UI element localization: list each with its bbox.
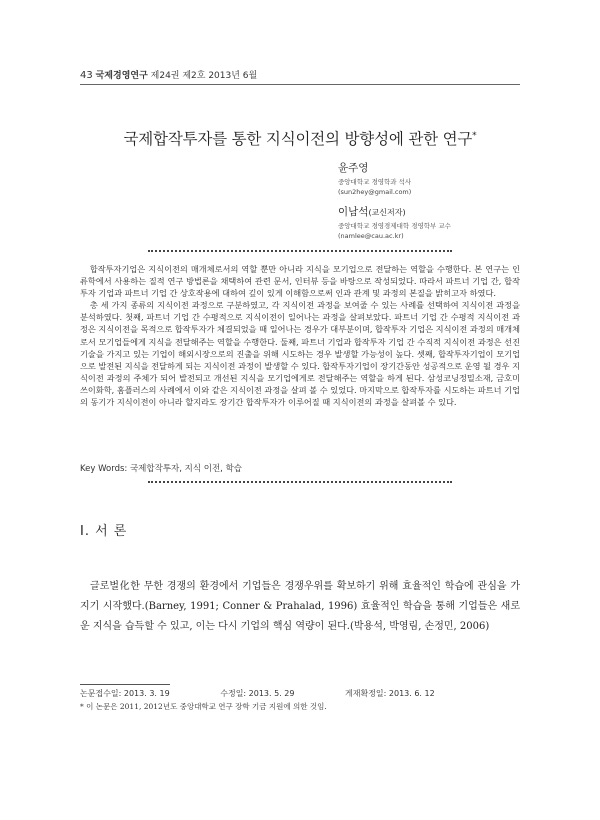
section-number: Ⅰ. bbox=[80, 524, 90, 539]
abstract-paragraph-1: 합작투자기업은 지식이전의 매개체로서의 역할 뿐만 아니라 지식을 모기업으로 전달하는 역할을 수행한다. 본 연구는 인류학에서 사용하는 질적 연구 방법론을 채택하여 관련 문서, 인터뷰 등을 바탕으로 작성되었다. 따라서 파트너 기업 간, 합작투자 기업과 파트너 기업 간 상호작용에 대하여 깊이 있게 이해함으로써 인과 관계 및 과정의 본질을 밝히고자 하였다. bbox=[80, 264, 520, 299]
keywords-label: Key Words: bbox=[80, 464, 128, 474]
journal-name: 국제경영연구 bbox=[95, 71, 148, 81]
author-1-email[interactable]: (sun2hey@gmail.com) bbox=[338, 188, 412, 196]
author-2-affiliation: 중앙대학교 경영경제대학 경영학부 교수 bbox=[338, 222, 451, 230]
author-1-affiliation: 중앙대학교 경영학과 석사 bbox=[338, 178, 412, 186]
journal-issue: 제24권 제2호 2013년 6월 bbox=[150, 71, 258, 81]
title-footnote-mark: * bbox=[472, 130, 477, 141]
paper-title bbox=[80, 127, 520, 149]
abstract bbox=[80, 263, 520, 408]
keywords-value: 국제합작투자, 지식 이전, 학습 bbox=[129, 464, 243, 474]
keywords bbox=[80, 462, 242, 474]
corresponding-author-label: (교신저자) bbox=[368, 208, 406, 217]
paper-title-text: 국제합작투자를 통한 지식이전의 방향성에 관한 연구 bbox=[123, 130, 473, 148]
abstract-top-divider bbox=[148, 250, 452, 252]
author-1 bbox=[338, 160, 451, 197]
footnote-rule bbox=[80, 684, 170, 685]
accepted-date: 게재확정일: 2013. 6. 12 bbox=[345, 689, 435, 698]
received-date: 논문접수일: 2013. 3. 19 bbox=[80, 689, 170, 698]
author-1-name: 윤주영 bbox=[338, 162, 369, 174]
header-rule bbox=[80, 84, 520, 85]
author-2-name: 이남석 bbox=[338, 206, 369, 218]
running-header bbox=[80, 68, 257, 81]
author-2-name-line bbox=[338, 204, 451, 219]
abstract-bottom-divider bbox=[148, 481, 452, 483]
author-block bbox=[338, 160, 451, 241]
abstract-paragraph-2: 총 세 가지 종류의 지식이전 과정으로 구분하였고, 각 지식이전 과정을 보여줄 수 있는 사례를 선택하여 지식이전 과정을 분석하였다. 첫째, 파트너 기업 간 수평적으로 지식이전이 일어나는 과정을 살펴보았다. 파트너 기업 간 수평적 지식이전 과정은 지식이전을 목적으로 합작투자가 체결되었을 때 일어나는 경우가 대부분이며, 합작투자 기업은 지식이전 과정의 매개체로서 모기업들에게 지식을 전달해주는 역할을 수행한다. 둘째, 파트너 기업과 합작투자 기업 간 수직적 지식이전 과정은 선진 기술을 가지고 있는 기업이 해외시장으로의 진출을 위해 시도하는 경우 발생할 가능성이 높다. 셋째, 합작투자기업이 모기업으로 발전된 지식을 전달하게 되는 지식이전 과정이 발생할 수 있다. 합작투자기업이 장기간동안 성공적으로 운영 될 경우 지식이전 과정의 주체가 되어 발전되고 개선된 지식을 모기업에게로 전달해주는 역할을 하게 된다. 삼성코닝정밀소재, 금호미쓰이화학, 홈플러스의 사례에서 이와 같은 지식이전 과정을 살펴 볼 수 있었다. 마지막으로 합작투자를 시도하는 파트너 기업의 동기가 지식이전이 아니라 할지라도 장기간 합작투자가 이루어질 때 지식이전의 과정을 살펴볼 수 있다. bbox=[80, 300, 520, 408]
author-2-email[interactable]: (namlee@cau.ac.kr) bbox=[338, 232, 404, 240]
section-heading bbox=[80, 520, 127, 539]
funding-footnote: * 이 논문은 2011, 2012년도 중앙대학교 연구 장학 기금 지원에 의한 것임. bbox=[80, 702, 327, 711]
revised-date: 수정일: 2013. 5. 29 bbox=[220, 689, 295, 698]
section-title: 서 론 bbox=[95, 524, 128, 539]
submission-dates bbox=[80, 688, 483, 699]
introduction-paragraph: 글로벌化한 무한 경쟁의 환경에서 기업들은 경쟁우위를 확보하기 위해 효율적인 학습에 관심을 가지기 시작했다.(Barney, 1991; Conner & Prahalad, 1996) 효율적인 학습을 통해 기업들은 새로운 지식을 습득할 수 있고, 이는 다시 기업의 핵심 역량이 된다.(박용석, 박영림, 손정민, 2006) bbox=[80, 581, 520, 632]
author-2 bbox=[338, 204, 451, 241]
page-number: 43 bbox=[80, 70, 93, 81]
